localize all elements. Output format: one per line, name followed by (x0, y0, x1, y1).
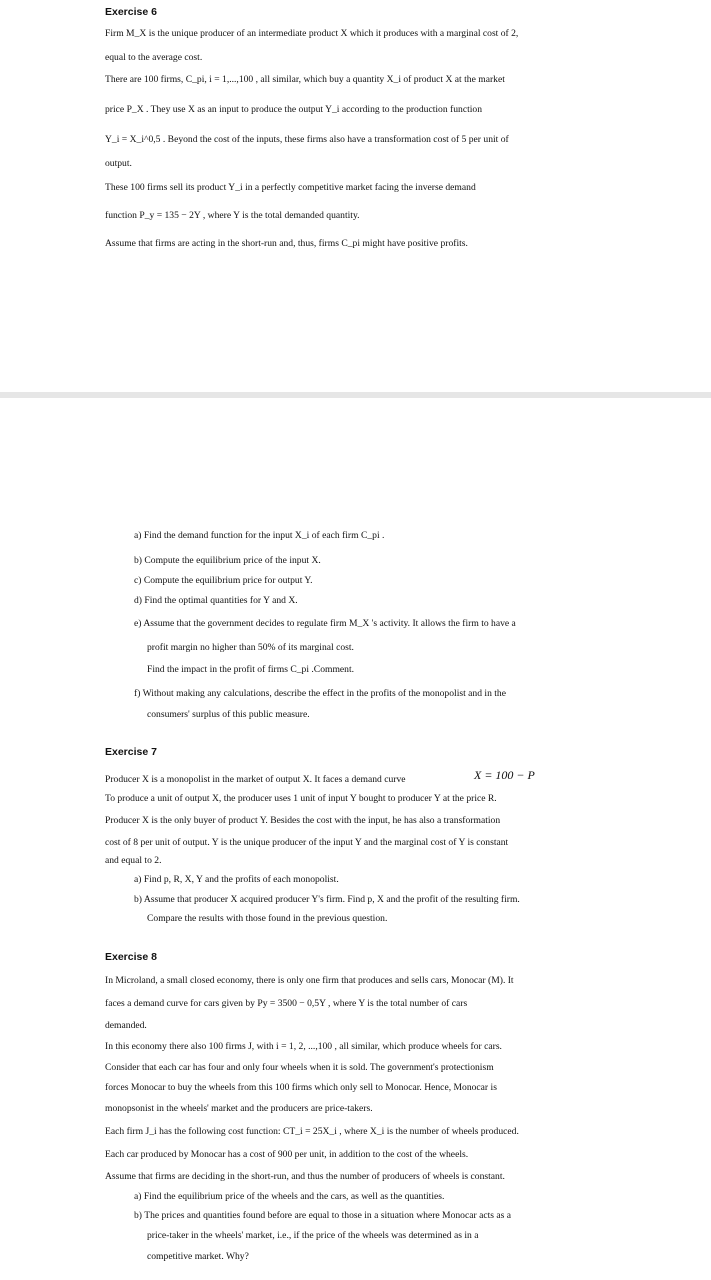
ex8-line-6: forces Monocar to buy the wheels from this 100 firms which only sell to Monocar. Hence, Monocar is (105, 1082, 497, 1093)
ex6-question-c: c) Compute the equilibrium price for output Y. (134, 575, 313, 586)
ex6-question-f-cont: consumers' surplus of this public measure. (147, 709, 310, 720)
ex8-question-b-cont: price-taker in the wheels' market, i.e., if the price of the wheels was determined as in a (147, 1230, 479, 1241)
ex7-line-1: Producer X is a monopolist in the market of output X. It faces a demand curve (105, 774, 406, 785)
ex7-line-5: and equal to 2. (105, 855, 162, 866)
ex8-question-b: b) The prices and quantities found before are equal to those in a situation where Monocar acts as a (134, 1210, 512, 1221)
ex6-question-e-cont: profit margin no higher than 50% of its marginal cost. (147, 642, 354, 653)
ex8-line-9: Each car produced by Monocar has a cost of 900 per unit, in addition to the cost of the wheels. (105, 1149, 469, 1160)
ex6-line-6: output. (105, 158, 132, 169)
page-divider (0, 392, 711, 398)
ex8-line-4: In this economy there also 100 firms J, with i = 1, 2, ...,100 , all similar, which produce wheels for cars. (105, 1041, 502, 1052)
ex6-line-7: These 100 firms sell its product Y_i in a perfectly competitive market facing the inverse demand (105, 182, 476, 193)
ex6-line-4: price P_X . They use X as an input to produce the output Y_i according to the production function (105, 104, 483, 115)
ex6-question-e-find: Find the impact in the profit of firms C_pi .Comment. (147, 664, 355, 675)
ex7-line-2: To produce a unit of output X, the producer uses 1 unit of input Y bought to producer Y at the price R. (105, 793, 497, 804)
ex7-question-b-cont: Compare the results with those found in the previous question. (147, 913, 388, 924)
ex8-line-10: Assume that firms are deciding in the short-run, and thus the number of producers of wheels is constant. (105, 1171, 505, 1182)
ex6-line-2: equal to the average cost. (105, 52, 203, 63)
ex8-line-5: Consider that each car has four and only four wheels when it is sold. The government's protectionism (105, 1062, 494, 1073)
ex7-question-a: a) Find p, R, X, Y and the profits of each monopolist. (134, 874, 339, 885)
ex6-question-d: d) Find the optimal quantities for Y and X. (134, 595, 298, 606)
ex8-line-1: In Microland, a small closed economy, there is only one firm that produces and sells cars, Monocar (M). It (105, 975, 514, 986)
ex6-line-1: Firm M_X is the unique producer of an intermediate product X which it produces with a marginal cost of 2, (105, 28, 519, 39)
exercise-8-title: Exercise 8 (105, 951, 157, 963)
ex6-question-e: e) Assume that the government decides to regulate firm M_X 's activity. It allows the firm to have a (134, 618, 516, 629)
ex8-line-2: faces a demand curve for cars given by Py = 3500 − 0,5Y , where Y is the total number of cars (105, 998, 468, 1009)
ex6-question-a: a) Find the demand function for the input X_i of each firm C_pi . (134, 530, 385, 541)
ex8-line-8: Each firm J_i has the following cost function: CT_i = 25X_i , where X_i is the number of wheels produced. (105, 1126, 519, 1137)
ex6-question-b: b) Compute the equilibrium price of the input X. (134, 555, 321, 566)
ex8-question-b-end: competitive market. Why? (147, 1251, 249, 1262)
ex7-demand-equation: X = 100 − P (474, 768, 535, 782)
ex6-line-3: There are 100 firms, C_pi, i = 1,...,100 , all similar, which buy a quantity X_i of product X at the market (105, 74, 505, 85)
ex6-line-9: Assume that firms are acting in the short-run and, thus, firms C_pi might have positive profits. (105, 238, 468, 249)
ex8-line-7: monopsonist in the wheels' market and the producers are price-takers. (105, 1103, 373, 1114)
ex7-question-b: b) Assume that producer X acquired producer Y's firm. Find p, X and the profit of the resulting firm. (134, 894, 520, 905)
ex6-line-5: Y_i = X_i^0,5 . Beyond the cost of the inputs, these firms also have a transformation cost of 5 per unit of (105, 134, 509, 145)
exercise-6-title: Exercise 6 (105, 6, 157, 18)
ex6-question-f: f) Without making any calculations, describe the effect in the profits of the monopolist and in the (134, 688, 506, 699)
ex8-line-3: demanded. (105, 1020, 147, 1031)
ex6-line-8: function P_y = 135 − 2Y , where Y is the total demanded quantity. (105, 210, 360, 221)
exercise-7-title: Exercise 7 (105, 746, 157, 758)
ex8-question-a: a) Find the equilibrium price of the wheels and the cars, as well as the quantities. (134, 1191, 445, 1202)
ex7-line-3: Producer X is the only buyer of product Y. Besides the cost with the input, he has also a transformation (105, 815, 501, 826)
ex7-line-4: cost of 8 per unit of output. Y is the unique producer of the input Y and the marginal cost of Y is constant (105, 837, 509, 848)
